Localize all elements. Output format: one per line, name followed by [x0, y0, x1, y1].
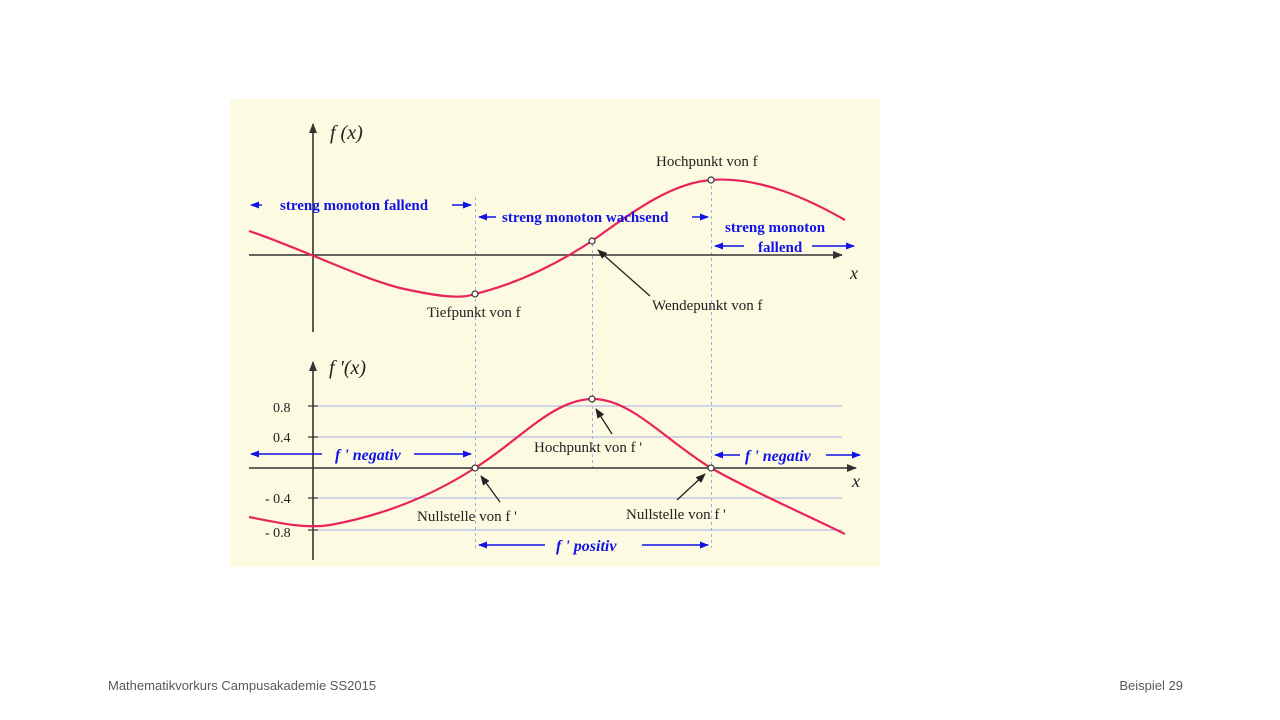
f-prime-zero-left	[472, 465, 478, 471]
maximum-label: Hochpunkt von f	[656, 154, 758, 170]
region-left-label: streng monoton fallend	[280, 198, 429, 214]
negative-left-label: f ' negativ	[335, 447, 401, 464]
tick-label: 0.8	[273, 401, 291, 416]
inflection-label: Wendepunkt von f	[652, 298, 763, 314]
inflection-point	[589, 238, 595, 244]
tick-label: - 0.4	[265, 492, 291, 507]
tick-label: - 0.8	[265, 526, 291, 541]
region-middle-label: streng monoton wachsend	[502, 210, 669, 226]
f-prime-maximum	[589, 396, 595, 402]
upper-y-axis-label: f (x)	[330, 122, 363, 144]
zero-right-label: Nullstelle von f '	[626, 507, 726, 523]
maximum-point	[708, 177, 714, 183]
minimum-point	[472, 291, 478, 297]
figure-background	[230, 99, 880, 567]
tick-label: 0.4	[273, 431, 291, 446]
minimum-label: Tiefpunkt von f	[427, 305, 521, 321]
negative-right-label: f ' negativ	[745, 448, 811, 465]
f-prime-zero-right	[708, 465, 714, 471]
footer-slide-number: Beispiel 29	[1119, 678, 1183, 693]
upper-x-axis-label: x	[850, 263, 858, 283]
lower-x-axis-label: x	[852, 471, 860, 491]
region-right-label-line1: streng monoton	[725, 220, 826, 236]
lower-y-axis-label: f '(x)	[329, 357, 367, 379]
f-prime-max-label: Hochpunkt von f '	[534, 440, 643, 456]
footer-course-title: Mathematikvorkurs Campusakademie SS2015	[108, 678, 377, 693]
region-right-label-line2: fallend	[758, 240, 803, 256]
zero-left-label: Nullstelle von f '	[417, 509, 517, 525]
positive-label: f ' positiv	[556, 538, 617, 555]
